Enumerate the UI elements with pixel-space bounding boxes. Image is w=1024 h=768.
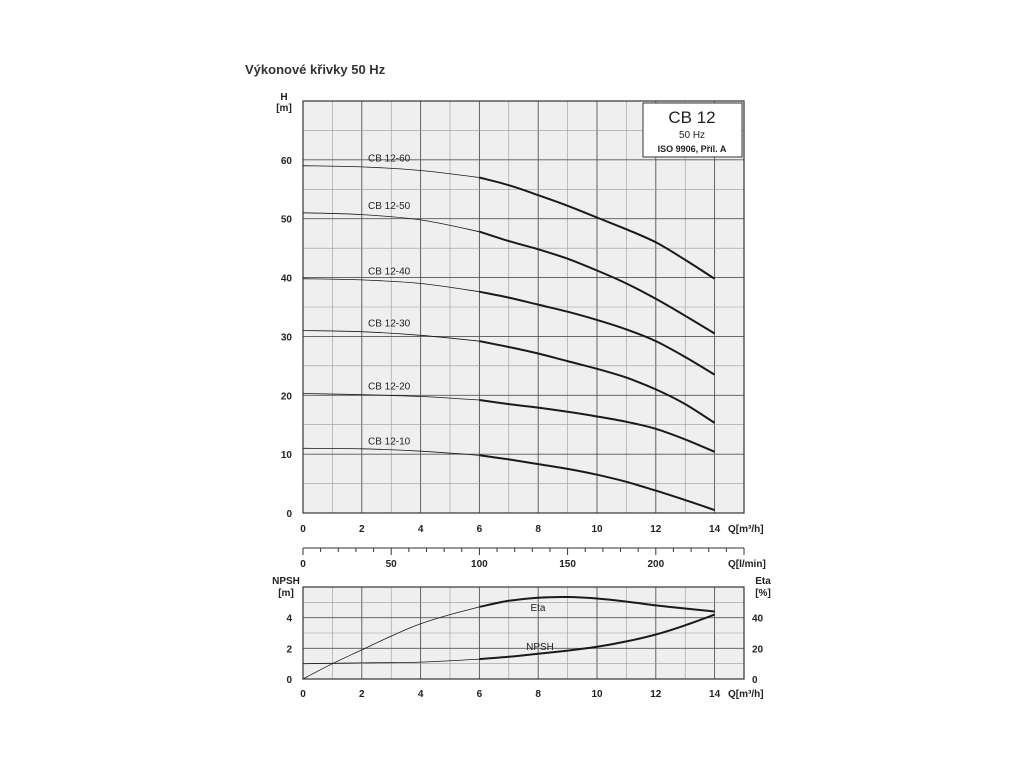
y-tick-label: 2 [286, 644, 292, 656]
x-tick-label: 12 [650, 524, 662, 535]
x-tick-label: 150 [559, 559, 576, 570]
y2-axis-unit-symbol: Eta [755, 576, 771, 587]
y-tick-label: 4 [286, 613, 292, 625]
y2-tick-label: 0 [752, 675, 758, 686]
series-label: CB 12-30 [368, 318, 411, 330]
series-label: Eta [530, 603, 546, 614]
x-tick-label: 2 [359, 689, 365, 700]
series-label: CB 12-50 [368, 200, 411, 212]
y-tick-label: 0 [286, 509, 292, 520]
y-tick-label: 0 [286, 675, 292, 686]
y2-tick-label: 40 [752, 613, 764, 625]
y-tick-label: 60 [280, 155, 292, 167]
x-tick-label: 8 [535, 524, 541, 535]
x-tick-label: 14 [709, 524, 721, 535]
y-axis-unit-symbol: NPSH [272, 576, 300, 587]
x-tick-label: 2 [359, 524, 365, 535]
x-tick-label: 10 [591, 689, 603, 700]
series-label: CB 12-10 [368, 436, 411, 448]
x-tick-label: 8 [535, 689, 541, 700]
legend-title: CB 12 [668, 108, 716, 127]
x-tick-label: 6 [476, 524, 483, 535]
y-axis-unit: [m] [278, 588, 294, 599]
y-tick-label: 10 [280, 450, 292, 462]
legend-frequency: 50 Hz [678, 130, 706, 141]
x-axis-unit: Q[m³/h] [728, 524, 764, 535]
x-tick-label: 10 [591, 524, 603, 535]
y-tick-label: 40 [280, 273, 292, 285]
x-tick-label: 50 [385, 559, 397, 570]
x-tick-label: 200 [647, 559, 665, 570]
x-tick-label: 4 [417, 689, 424, 700]
x-axis-unit: Q[l/min] [728, 559, 766, 570]
y2-axis-unit: [%] [755, 588, 771, 599]
x-tick-label: 100 [471, 559, 488, 570]
y-axis-unit-symbol: H [280, 92, 288, 103]
y-tick-label: 30 [280, 332, 292, 344]
legend-standard: ISO 9906, Příl. A [657, 144, 727, 154]
x-tick-label: 0 [300, 559, 306, 570]
npsh-eta-chart [272, 576, 771, 700]
page-title: Výkonové křivky 50 Hz [245, 62, 386, 77]
series-label: CB 12-20 [368, 381, 411, 393]
series-label: NPSH [526, 642, 554, 653]
y-tick-label: 50 [280, 214, 292, 226]
y-tick-label: 20 [280, 391, 292, 403]
legend-box [643, 103, 742, 157]
series-label: CB 12-40 [368, 266, 411, 278]
y-axis-unit: [m] [276, 103, 292, 114]
x-tick-label: 6 [476, 689, 483, 700]
x-tick-label: 0 [300, 524, 306, 535]
series-label: CB 12-60 [368, 153, 411, 165]
x-tick-label: 0 [300, 689, 306, 700]
x-tick-label: 12 [650, 689, 662, 700]
flow-lmin-axis [300, 548, 766, 570]
head-chart [276, 92, 763, 535]
x-axis-unit: Q[m³/h] [728, 689, 764, 700]
x-tick-label: 14 [709, 689, 721, 700]
x-tick-label: 4 [417, 524, 424, 535]
y2-tick-label: 20 [752, 644, 764, 656]
